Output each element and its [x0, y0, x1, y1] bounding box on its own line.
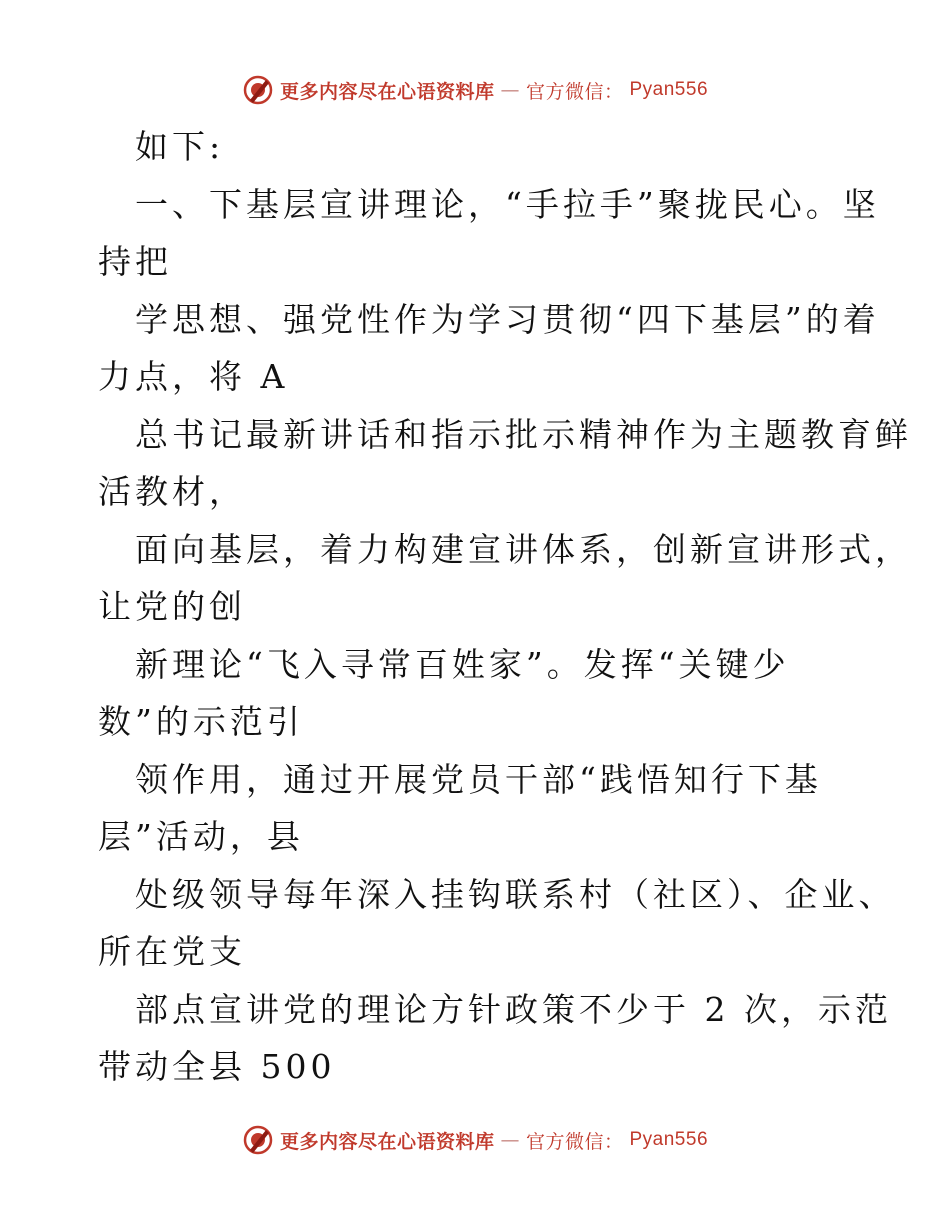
document-body — [98, 118, 912, 1096]
text-line: 领作用，通过开展党员干部“践悟知行下基 — [135, 759, 822, 799]
text-line: 学思想、强党性作为学习贯彻“四下基层”的着 — [135, 299, 880, 339]
pen-circle-logo-icon — [242, 74, 274, 106]
text-line: 面向基层，着力构建宣讲体系，创新宣讲形式， — [135, 529, 912, 569]
text-line: 处级领导每年深入挂钩联系村（社区）、企业、 — [135, 874, 896, 914]
watermark-main-text: 更多内容尽在心语资料库 — [279, 80, 495, 103]
footer-watermark — [0, 1122, 950, 1158]
text-line: 让党的创 — [98, 587, 246, 626]
text-line: 层”活动，县 — [98, 817, 304, 856]
text-line: 带动全县 500 — [98, 1047, 336, 1086]
watermark-label: 官方微信： — [525, 80, 624, 103]
text-line: 部点宣讲党的理论方针政策不少于 2 次，示范 — [135, 989, 892, 1029]
text-line: 一、下基层宣讲理论，“手拉手”聚拢民心。坚 — [135, 184, 880, 224]
watermark-label: 官方微信： — [525, 1130, 624, 1153]
watermark-wechat-id: Pyan556 — [629, 79, 709, 100]
header-watermark — [0, 72, 950, 108]
watermark-wechat-id: Pyan556 — [629, 1129, 709, 1150]
text-line: 总书记最新讲话和指示批示精神作为主题教育鲜 — [135, 414, 912, 454]
text-line: 持把 — [98, 242, 172, 281]
pen-circle-logo-icon — [242, 1124, 274, 1156]
text-line: 所在党支 — [98, 932, 246, 971]
watermark-dash: — — [500, 1129, 520, 1151]
text-line: 数”的示范引 — [98, 702, 304, 741]
watermark-dash: — — [500, 79, 520, 101]
text-line: 活教材， — [98, 472, 246, 511]
text-line: 力点，将 A — [98, 357, 289, 396]
text-line: 新理论“飞入寻常百姓家”。发挥“关键少 — [135, 644, 790, 684]
watermark-main-text: 更多内容尽在心语资料库 — [279, 1130, 495, 1153]
text-line: 如下: — [135, 127, 225, 166]
